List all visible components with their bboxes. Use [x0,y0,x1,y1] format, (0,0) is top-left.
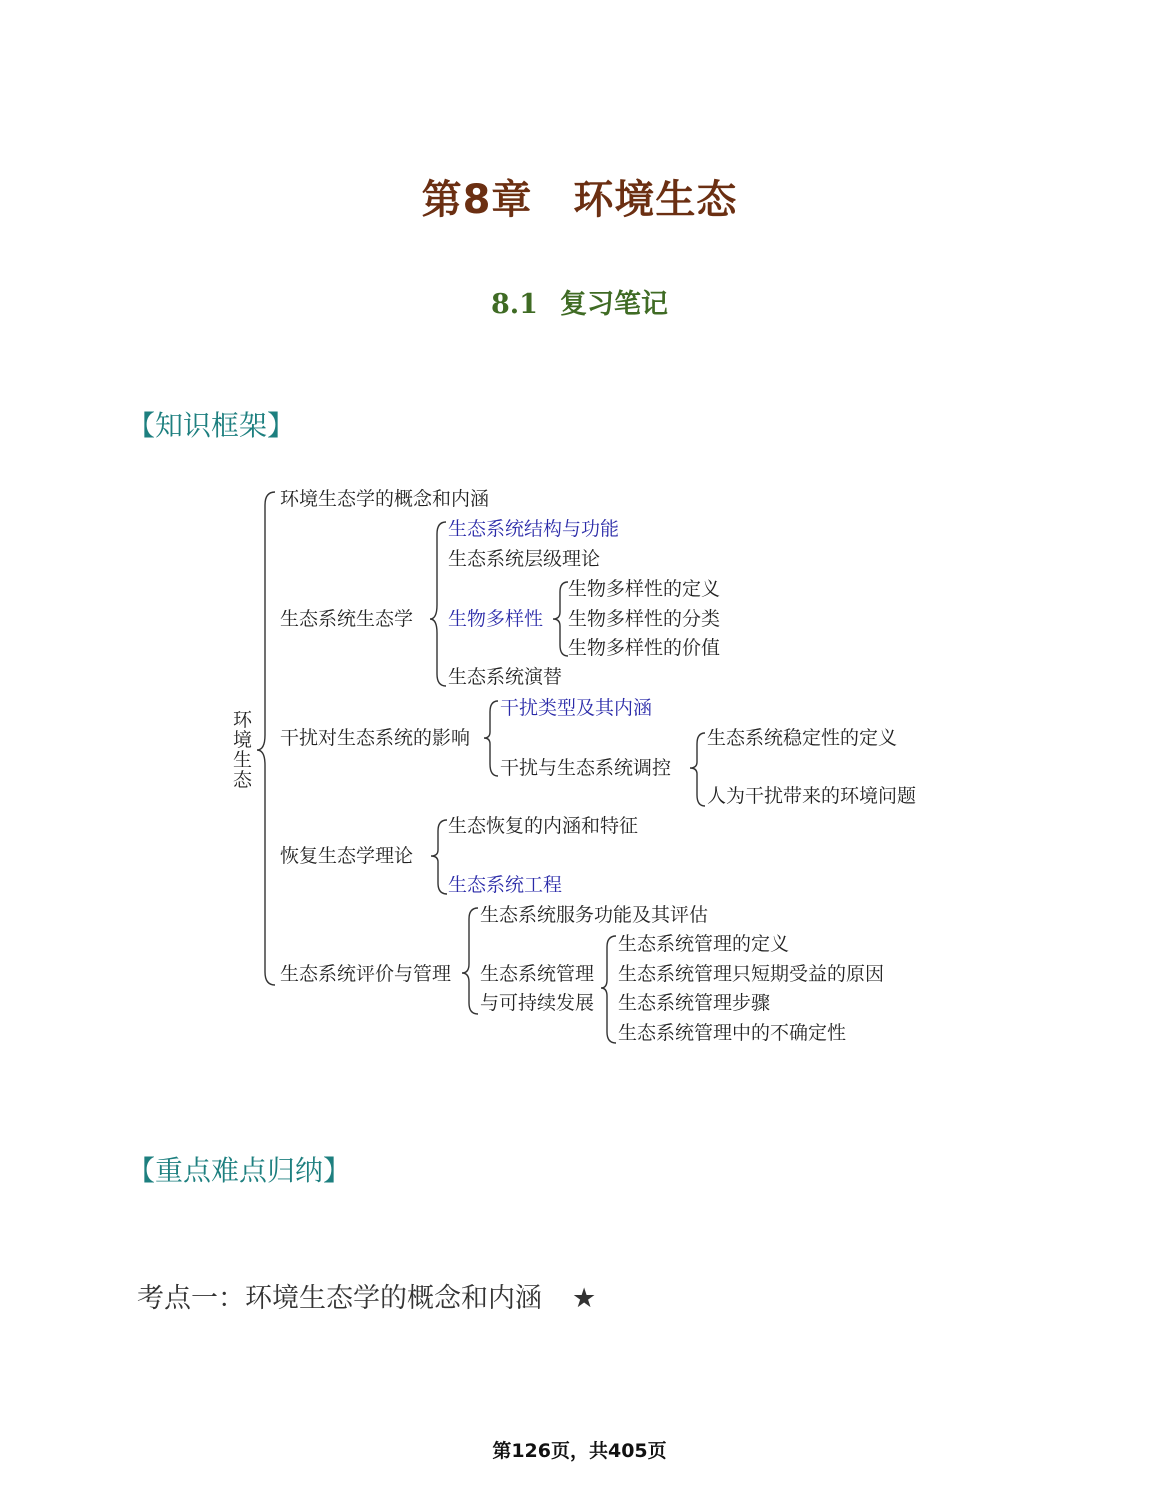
mindmap-node-link[interactable]: 生态系统结构与功能 [448,518,620,540]
mindmap-node: 生态系统服务功能及其评估 [480,904,709,926]
bracket-n5-2 [601,936,616,1043]
mindmap-node: 生态系统生态学 [280,608,414,630]
mindmap-node: 生态系统管理只短期受益的原因 [618,963,885,985]
mindmap-node-link[interactable]: 生物多样性 [448,608,544,630]
bracket-n2-3 [553,582,568,656]
section-name: 复习笔记 [559,289,668,320]
mindmap-node: 生态系统管理中的不确定性 [618,1022,847,1044]
mindmap-node-link[interactable]: 干扰类型及其内涵 [500,697,653,719]
mindmap-node: 生态系统管理 [480,963,595,985]
section-number: 8.1 [491,289,538,320]
mindmap-node-link[interactable]: 生态系统工程 [448,874,563,896]
exam-point-heading [137,1276,596,1315]
bracket-root [257,492,275,985]
mindmap-node: 恢复生态学理论 [280,845,414,867]
star-icon: ★ [572,1283,597,1314]
mindmap-node: 生态系统管理的定义 [618,933,790,955]
mindmap-node: 生态系统演替 [448,666,563,688]
mindmap-node: 生态系统评价与管理 [280,963,452,985]
mindmap-node: 生物多样性的分类 [568,608,721,630]
bracket-n2 [430,522,446,686]
exam-point-label: 考点一：环境生态学的概念和内涵 [137,1283,542,1314]
mindmap-node: 生物多样性的价值 [568,637,721,659]
mindmap-node: 生态恢复的内涵和特征 [448,815,639,837]
mindmap-node: 干扰对生态系统的影响 [280,727,471,749]
mindmap-node: 干扰与生态系统调控 [500,757,672,779]
framework-heading: 【知识框架】 [127,409,296,442]
chapter-title: 第8章 环境生态 [421,177,738,223]
mindmap-node: 环境生态学的概念和内涵 [280,488,490,510]
bracket-n4 [431,820,447,894]
bracket-n3 [484,701,498,776]
mindmap-node: 人为干扰带来的环境问题 [707,785,917,807]
page-footer: 第126页，共405页 [492,1440,667,1462]
mindmap-node: 生物多样性的定义 [568,578,721,600]
mindmap-node: 生态系统层级理论 [448,548,601,570]
bracket-n3-2 [690,733,705,806]
mindmap-root: 环境生态 [233,709,253,791]
keypoints-heading: 【重点难点归纳】 [127,1154,352,1187]
mindmap-node: 生态系统管理步骤 [618,992,771,1014]
mindmap-node: 生态系统稳定性的定义 [707,727,898,749]
mindmap-node: 与可持续发展 [480,992,595,1014]
bracket-n5 [462,908,478,1014]
